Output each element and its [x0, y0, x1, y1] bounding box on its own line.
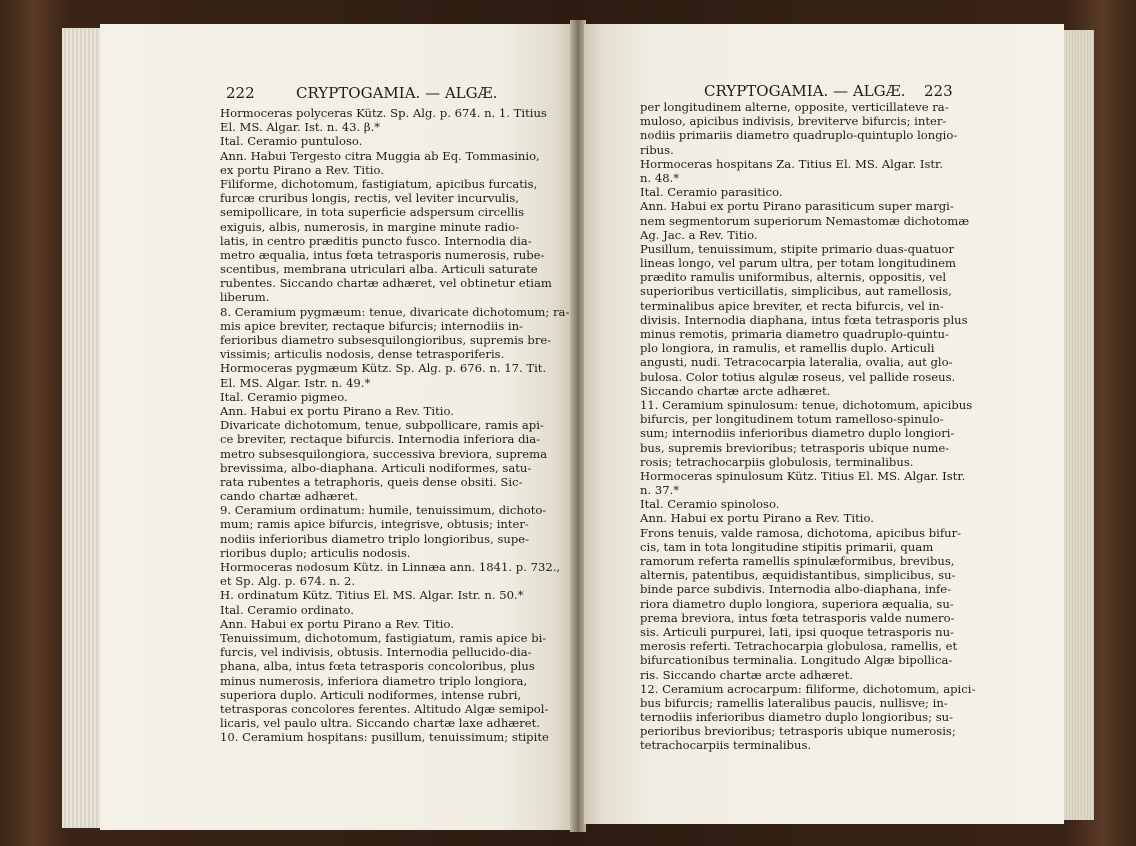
text-line: tetrachocarpiis terminalibus. — [640, 738, 812, 753]
text-line: Ag. Jac. a Rev. Titio. — [640, 227, 758, 242]
text-line: Pusillum, tenuissimum, stipite primario duas-quatuor — [640, 241, 955, 256]
text-line: Ital. Ceramio ordinato. — [220, 602, 354, 617]
text-line: cando chartæ adhæret. — [220, 489, 359, 504]
text-line: n. 37.* — [640, 483, 680, 498]
text-line: Siccando chartæ arcte adhæret. — [640, 383, 831, 398]
text-line: merosis referti. Tetrachocarpia globulosa, ramellis, et — [640, 639, 958, 654]
text-line: furcæ cruribus longis, rectis, vel leviter incurvulis, — [220, 191, 519, 206]
text-line: sum; internodiis inferioribus diametro duplo longiori- — [640, 426, 955, 441]
text-line: 11. Ceramium spinulosum: tenue, dichotomum, apicibus — [640, 397, 973, 412]
page-number: 223 — [924, 82, 953, 100]
text-line: prema breviora, intus fœta tetrasporis valde numero- — [640, 610, 955, 625]
text-line: Hormoceras nodosum Kütz. in Linnæa ann. 1841. p. 732., — [220, 560, 561, 574]
text-line: Ital. Ceramio parasitico. — [640, 185, 783, 200]
text-line: 8. Ceramium pygmæum: tenue, divaricate dichotomum; ra- — [220, 304, 570, 319]
text-line: minus numerosis, inferiora diametro triplo longiora, — [220, 673, 528, 688]
text-line: bulosa. Color totius algulæ roseus, vel pallide roseus. — [640, 369, 956, 384]
text-line: ris. Siccando chartæ arcte adhæret. — [640, 667, 853, 682]
text-line: metro æqualia, intus fœta tetrasporis numerosis, rube- — [220, 247, 545, 262]
text-line: rosis; tetrachocarpiis globulosis, terminalibus. — [640, 454, 914, 469]
text-line: terminalibus apice breviter, et recta bifurcis, vel in- — [640, 298, 944, 313]
text-line: 10. Ceramium hospitans: pusillum, tenuissimum; stipite — [220, 730, 549, 745]
text-line: Frons tenuis, valde ramosa, dichotoma, apicibus bifur- — [640, 525, 962, 540]
text-line: furcis, vel indivisis, obtusis. Internodia pellucido-dia- — [220, 645, 532, 660]
text-line: exiguis, albis, numerosis, in margine minute radio- — [220, 219, 520, 234]
text-line: scentibus, membrana utriculari alba. Articuli saturate — [220, 262, 538, 277]
text-line: minus remotis, primaria diametro quadruplo-quintu- — [640, 327, 949, 341]
text-line: Ital. Ceramio pigmeo. — [220, 389, 348, 404]
text-line: Ann. Habui ex portu Pirano a Rev. Titio. — [220, 403, 454, 418]
text-line: 12. Ceramium acrocarpum: filiforme, dichotomum, apici- — [640, 681, 976, 696]
text-line: Hormoceras hospitans Za. Titius El. MS. Algar. Istr. — [640, 156, 944, 171]
page-edges-left — [62, 28, 104, 828]
text-line: 9. Ceramium ordinatum: humile, tenuissimum, dichoto- — [220, 503, 547, 518]
text-line: latis, in centro præditis puncto fusco. Internodia dia- — [220, 233, 532, 248]
text-line: ternodiis inferioribus diametro duplo longioribus; su- — [640, 710, 954, 725]
text-line: bus, supremis brevioribus; tetrasporis ubique nume- — [640, 440, 950, 455]
text-line: Filiforme, dichotomum, fastigiatum, apicibus furcatis, — [220, 176, 538, 191]
text-line: Ann. Habui ex portu Pirano parasiticum super margi- — [640, 199, 954, 214]
text-column — [640, 100, 988, 753]
right-page — [584, 24, 1064, 824]
text-line: n. 48.* — [640, 170, 680, 185]
text-line: bifurcis, per longitudinem totum ramelloso-spinulo- — [640, 412, 944, 427]
text-line: alternis, patentibus, æquidistantibus, simplicibus, su- — [640, 568, 956, 583]
text-line: Tenuissimum, dichotomum, fastigiatum, ramis apice bi- — [220, 630, 547, 645]
text-line: muloso, apicibus indivisis, breviterve bifurcis; inter- — [640, 114, 947, 129]
text-line: per longitudinem alterne, opposite, verticillateve ra- — [640, 100, 949, 114]
text-line: Hormoceras polyceras Kütz. Sp. Alg. p. 674. n. 1. Titius — [220, 106, 547, 120]
text-line: divisis. Internodia diaphana, intus fœta tetrasporis plus — [640, 312, 968, 327]
text-line: mum; ramis apice bifurcis, integrisve, obtusis; inter- — [220, 517, 529, 532]
text-line: tetrasporas concolores ferentes. Altitudo Algæ semipol- — [220, 701, 549, 716]
text-line: phana, alba, intus fœta tetrasporis concoloribus, plus — [220, 659, 535, 674]
text-line: perioribus brevioribus; tetrasporis ubique numerosis; — [640, 724, 956, 739]
text-line: Ann. Habui Tergesto citra Muggia ab Eq. Tommasinio, — [220, 148, 540, 163]
text-line: rioribus duplo; articulis nodosis. — [220, 545, 411, 560]
page-number: 222 — [226, 84, 255, 102]
text-line: nodiis inferioribus diametro triplo longioribus, supe- — [220, 531, 530, 546]
text-line: bus bifurcis; ramellis lateralibus paucis, nullisve; in- — [640, 695, 948, 710]
text-line: ferioribus diametro subsesquilongioribus, supremis bre- — [220, 333, 552, 347]
text-line: rata rubentes a tetraphoris, queis dense obsiti. Sic- — [220, 474, 523, 489]
text-line: mis apice breviter, rectaque bifurcis; internodiis in- — [220, 318, 523, 333]
running-head: CRYPTOGAMIA. — ALGÆ. — [296, 84, 498, 102]
text-line: Ital. Ceramio puntuloso. — [220, 134, 363, 149]
text-line: Divaricate dichotomum, tenue, subpollicare, ramis api- — [220, 418, 544, 433]
text-line: El. MS. Algar. Ist. n. 43. β.* — [220, 120, 381, 135]
text-line: bifurcationibus terminalia. Longitudo Algæ bipollica- — [640, 653, 953, 668]
text-line: brevissima, albo-diaphana. Articuli nodiformes, satu- — [220, 460, 532, 475]
text-line: sis. Articuli purpurei, lati, ipsi quoque tetrasporis nu- — [640, 624, 954, 639]
text-line: metro subsesquilongiora, successiva breviora, suprema — [220, 446, 548, 461]
text-line: superioribus verticillatis, simplicibus, aut ramellosis, — [640, 284, 952, 299]
text-line: Ann. Habui ex portu Pirano a Rev. Titio. — [640, 511, 874, 526]
left-page — [100, 24, 572, 830]
text-line: superiora duplo. Articuli nodiformes, intense rubri, — [220, 687, 522, 702]
text-line: angusti, nudi. Tetracocarpia lateralia, ovalia, aut glo- — [640, 355, 953, 370]
text-line: Ann. Habui ex portu Pirano a Rev. Titio. — [220, 616, 454, 631]
text-line: Hormoceras spinulosum Kütz. Titius El. MS. Algar. Istr. — [640, 468, 966, 483]
text-line: riora diametro duplo longiora, superiora æqualia, su- — [640, 596, 954, 611]
text-line: vissimis; articulis nodosis, dense tetrasporiferis. — [220, 347, 505, 362]
text-line: ramorum referta ramellis spinulæformibus, brevibus, — [640, 554, 955, 568]
text-line: ribus. — [640, 142, 674, 157]
text-line: cis, tam in tota longitudine stipitis primarii, quam — [640, 539, 934, 554]
text-line: prædito ramulis uniformibus, alternis, oppositis, vel — [640, 270, 947, 285]
text-line: binde parce subdivis. Internodia albo-diaphana, infe- — [640, 582, 952, 597]
text-line: Ital. Ceramio spinoloso. — [640, 497, 780, 512]
text-line: liberum. — [220, 290, 270, 305]
text-line: nodiis primariis diametro quadruplo-quintuplo longio- — [640, 128, 958, 143]
text-line: ce breviter, rectaque bifurcis. Internodia inferiora dia- — [220, 432, 541, 447]
text-line: rubentes. Siccando chartæ adhæret, vel obtinetur etiam — [220, 276, 552, 291]
text-line: nem segmentorum superiorum Nemastomæ dichotomæ — [640, 213, 970, 228]
running-head: CRYPTOGAMIA. — ALGÆ. — [704, 82, 906, 100]
page-edges-right — [1062, 30, 1094, 820]
text-line: et Sp. Alg. p. 674. n. 2. — [220, 574, 356, 589]
text-line: Hormoceras pygmæum Kütz. Sp. Alg. p. 676. n. 17. Tit. — [220, 361, 547, 376]
text-line: plo longiora, in ramulis, et ramellis duplo. Articuli — [640, 341, 935, 356]
text-line: licaris, vel paulo ultra. Siccando chartæ laxe adhæret. — [220, 716, 540, 731]
text-line: lineas longo, vel parum ultra, per totam longitudinem — [640, 256, 956, 271]
text-line: semipollicare, in tota superficie adspersum circellis — [220, 205, 525, 220]
text-line: El. MS. Algar. Istr. n. 49.* — [220, 375, 371, 390]
text-line: H. ordinatum Kütz. Titius El. MS. Algar. Istr. n. 50.* — [220, 588, 524, 603]
text-column — [220, 106, 570, 745]
text-line: ex portu Pirano a Rev. Titio. — [220, 162, 384, 177]
